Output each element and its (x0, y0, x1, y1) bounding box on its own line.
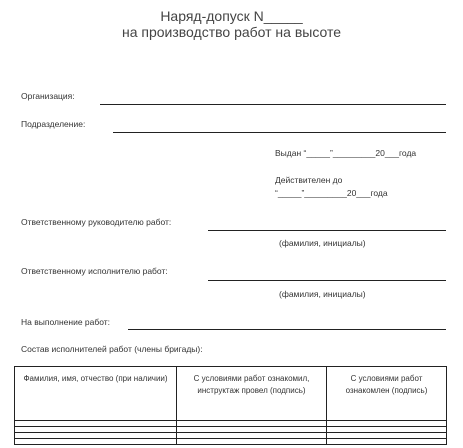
supervisor-hint: (фамилия, инициалы) (279, 238, 366, 248)
work-label: На выполнение работ: (21, 317, 111, 327)
crew-table (14, 366, 447, 445)
executor-field[interactable] (208, 280, 446, 281)
table-row (15, 439, 447, 445)
document-subtitle: на производство работ на высоте (121, 24, 342, 40)
work-field[interactable] (128, 329, 446, 330)
executor-hint: (фамилия, инициалы) (279, 289, 366, 299)
document-title: Наряд-допуск N_____ (160, 8, 303, 24)
supervisor-field[interactable] (208, 230, 446, 231)
department-field[interactable] (113, 132, 446, 133)
valid-until-label: Действителен до (275, 175, 343, 185)
crew-header-name: Фамилия, имя, отчество (при наличии) (15, 367, 177, 421)
organization-field[interactable] (100, 104, 446, 105)
department-label: Подразделение: (21, 119, 86, 129)
crew-header-instructed: С условиями работ ознакомил, инструктаж провел (подпись) (177, 367, 327, 421)
crew-cell-acknowledged[interactable] (327, 439, 447, 445)
crew-cell-name[interactable] (15, 439, 177, 445)
executor-label: Ответственному исполнителю работ: (21, 266, 168, 276)
crew-header-acknowledged: С условиями работ ознакомлен (подпись) (327, 367, 447, 421)
issued-date: Выдан “_____”_________20___года (275, 148, 417, 158)
crew-table-header-row (15, 367, 447, 421)
valid-until-date: “_____”_________20___года (275, 188, 388, 198)
crew-cell-instructed[interactable] (177, 439, 327, 445)
supervisor-label: Ответственному руководителю работ: (21, 217, 172, 227)
crew-label: Состав исполнителей работ (члены бригады): (21, 344, 203, 354)
organization-label: Организация: (21, 91, 75, 101)
